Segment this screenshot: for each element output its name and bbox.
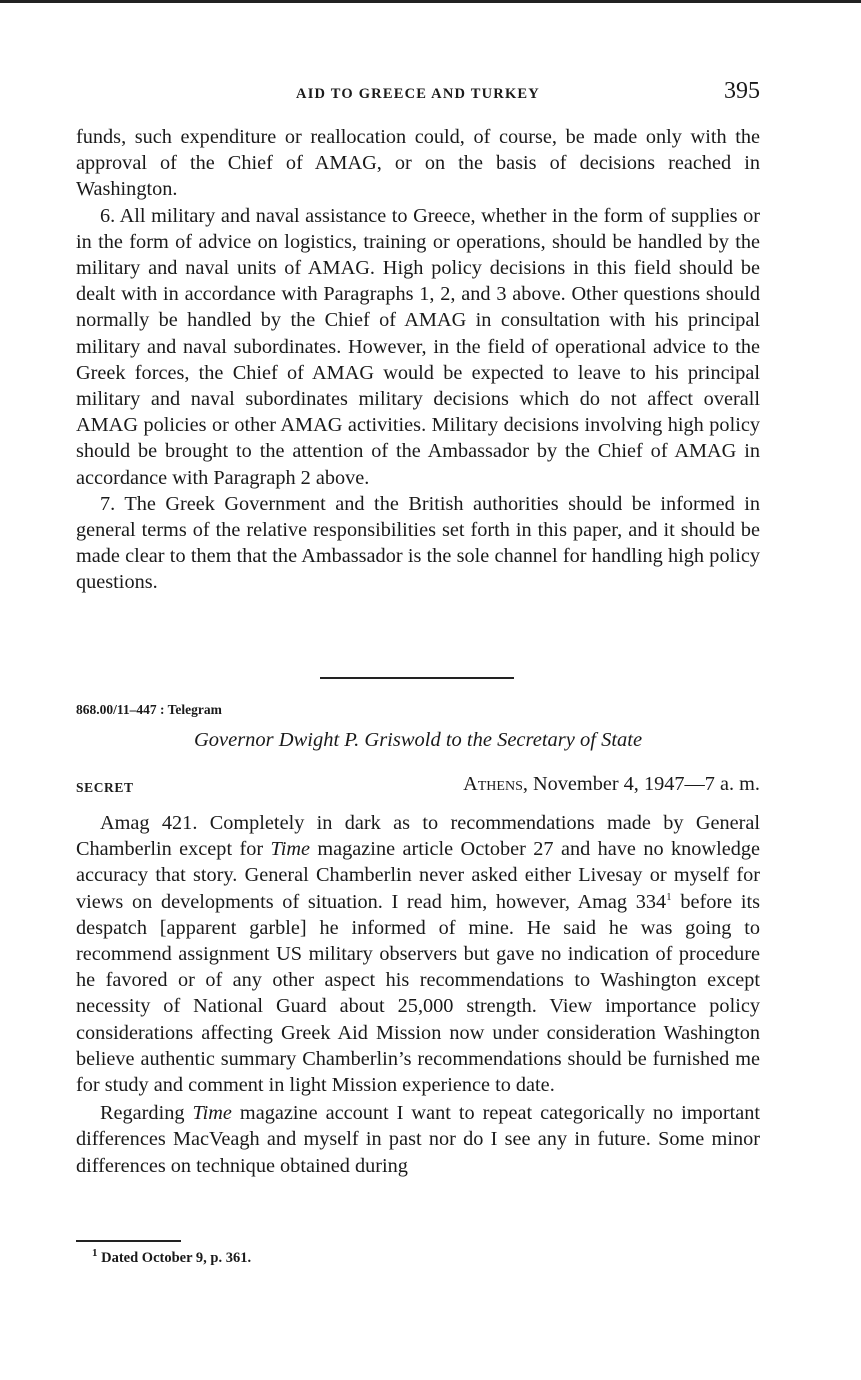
dateline-date: , November 4, 1947—7 a. m. xyxy=(522,773,760,795)
paragraph-continued: funds, such expenditure or reallocation could, of course, be made only with the approval of the Chief of AMAG, or on the basis of decisions reached in Washington. xyxy=(76,126,760,201)
footnote-text: Dated October 9, p. 361. xyxy=(97,1250,252,1266)
footnote xyxy=(92,1247,252,1267)
footnote-marker: 1 xyxy=(92,1247,98,1260)
paragraph-7: 7. The Greek Government and the British authorities should be informed in general terms of the relative responsibilities set forth in this paper, and it should be made clear to them that the Ambassador is the sole channel for handling high policy questions. xyxy=(76,492,760,594)
telegram-body xyxy=(76,810,760,1179)
dateline xyxy=(463,773,760,796)
classification-label: SECRET xyxy=(76,780,134,795)
footnote-rule xyxy=(76,1240,181,1242)
telegram-paragraph-1: Amag 421. Completely in dark as to recommendations made by General Chamberlin except for Time magazine article October 27 and have no knowledge accuracy that story. General Chamberlin never asked either Livesay or myself for views on developments of situation. I read him, however, Amag $334^1$ before its despatch [apparent garble] he informed of mine. He said he was going to recommend assignment US military observers but gave no indication of procedure he favored or of any other aspect his recommendations to Washington except necessity of National Guard about 25,000 strength. View importance policy considerations affecting Greek Aid Mission now under consideration Washington believe authentic summary Chamberlin’s recommendations should be furnished me for study and comment in light Mission experience to date. xyxy=(76,812,760,1097)
footnote-reference: 1 xyxy=(666,890,672,903)
section-divider xyxy=(320,677,514,679)
running-title: AID TO GREECE AND TURKEY xyxy=(296,86,540,102)
paragraph-6: 6. All military and naval assistance to Greece, whether in the form of supplies or in the form of advice on logistics, training or operations, should be handled by the military and naval units of AMAG. High policy decisions in this field should be dealt with in accordance with Paragraphs 1, 2, and 3 above. Other questions should normally be handled by the Chief of AMAG in consultation with his principal military and naval subordinates. However, in the field of operational advice to the Greek forces, the Chief of AMAG would be expected to leave to his principal military and naval subordinates military decisions which do not affect overall AMAG policies or other AMAG activities. Military decisions involving high policy should be brought to the attention of the Ambassador by the Chief of AMAG in accordance with Paragraph 2 above. xyxy=(76,204,760,489)
document-id: 868.00/11–447 : Telegram xyxy=(76,702,222,717)
page-number: 395 xyxy=(724,78,760,104)
page-header xyxy=(76,78,760,108)
continued-text xyxy=(76,124,760,596)
document-title: Governor Dwight P. Griswold to the Secretary of State xyxy=(193,729,643,751)
telegram-paragraph-2: Regarding Time magazine account I want to repeat categorically no important differences MacVeagh and myself in past nor do I see any in future. Some minor differences on technique obtained during xyxy=(76,1102,760,1177)
dateline-place: Athens xyxy=(463,773,523,795)
top-border-line xyxy=(0,0,861,3)
